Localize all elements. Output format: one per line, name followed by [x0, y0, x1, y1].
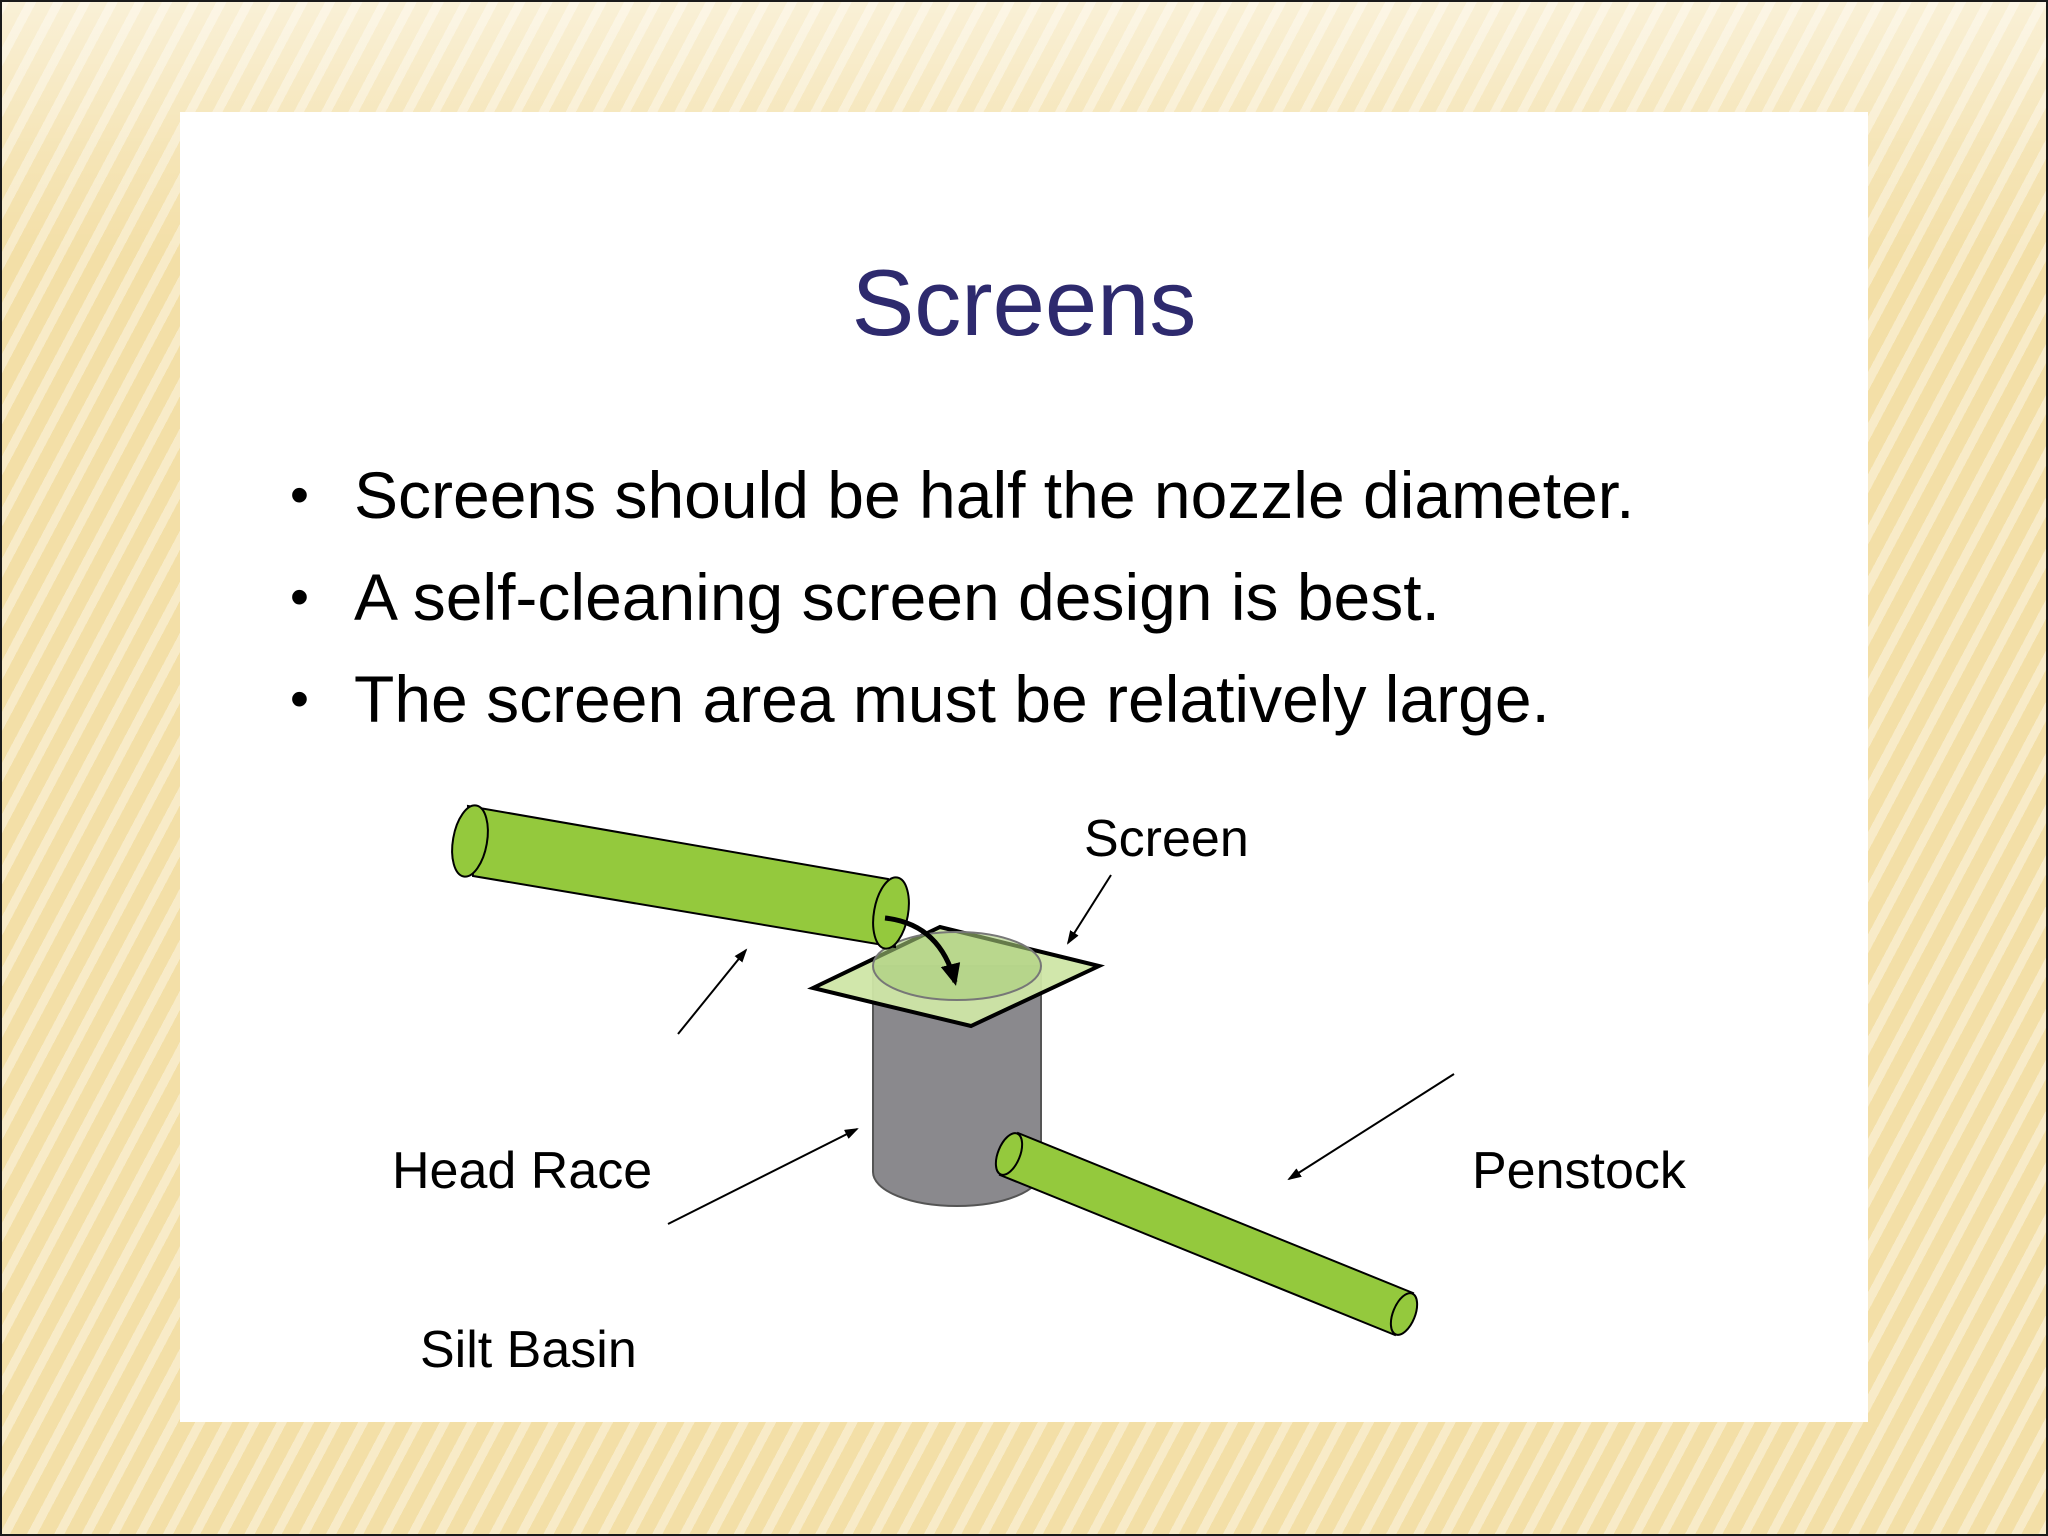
bullet-dot: • — [290, 567, 309, 627]
bullet-text: The screen area must be relatively large. — [354, 662, 1550, 736]
bullet-dot: • — [290, 465, 309, 525]
penstock-leader-arrow — [1289, 1074, 1454, 1179]
slide — [180, 112, 1868, 1422]
slide-title: Screens — [851, 250, 1197, 355]
bullet-dot: • — [290, 669, 309, 729]
penstock-pipe — [991, 1129, 1423, 1338]
head-race-label: Head Race — [392, 1142, 653, 1200]
bullet-text: A self-cleaning screen design is best. — [354, 560, 1440, 634]
penstock-label: Penstock — [1472, 1142, 1686, 1200]
silt-basin-label: Silt Basin — [420, 1321, 637, 1379]
head-race-pipe — [447, 803, 914, 952]
screen-label: Screen — [1084, 810, 1249, 868]
head-race-leader-arrow — [678, 950, 746, 1034]
screen-leader-arrow — [1068, 875, 1111, 943]
silt-basin-leader-arrow — [668, 1129, 857, 1224]
intake-diagram — [180, 112, 1868, 1422]
bullet-text: Screens should be half the nozzle diameter. — [354, 458, 1635, 532]
